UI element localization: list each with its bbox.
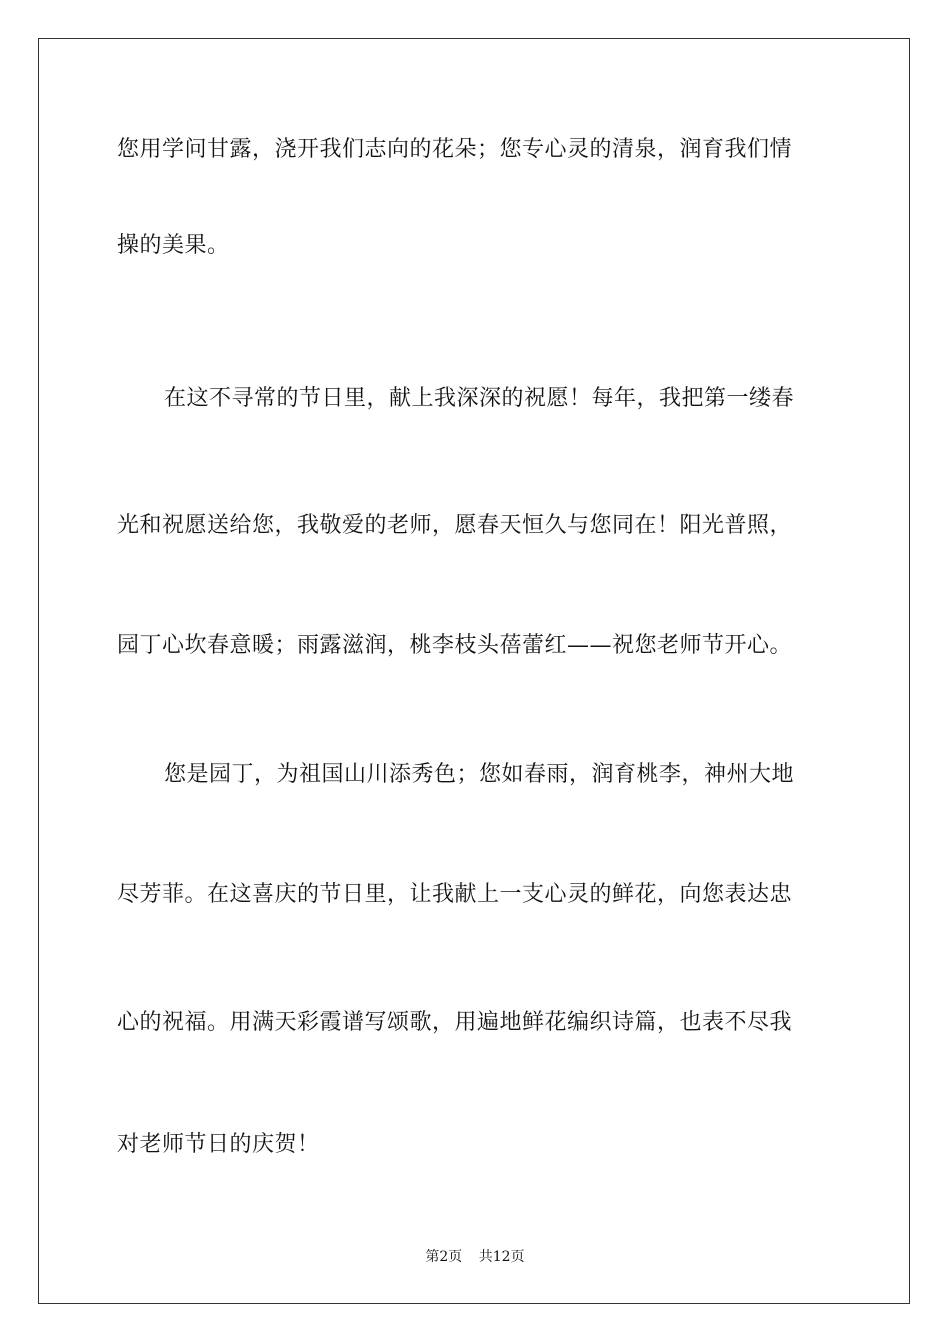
paragraph-line: 操的美果。 bbox=[117, 233, 230, 258]
paragraph-line: 尽芳菲。在这喜庆的节日里，让我献上一支心灵的鲜花，向您表达忠 bbox=[117, 882, 793, 907]
page-footer bbox=[0, 1248, 950, 1266]
page-border bbox=[38, 38, 910, 1304]
page-total: 共12页 bbox=[478, 1249, 525, 1265]
paragraph-line: 您是园丁，为祖国山川添秀色；您如春雨，润育桃李，神州大地 bbox=[164, 762, 795, 787]
paragraph-line: 您用学问甘露，浇开我们志向的花朵；您专心灵的清泉，润育我们情 bbox=[117, 137, 793, 162]
paragraph-line: 对老师节日的庆贺！ bbox=[117, 1132, 320, 1157]
paragraph-line: 在这不寻常的节日里，献上我深深的祝愿！每年，我把第一缕春 bbox=[164, 386, 795, 411]
page-number: 第2页 bbox=[425, 1249, 463, 1265]
paragraph-line: 园丁心坎春意暖；雨露滋润，桃李枝头蓓蕾红——祝您老师节开心。 bbox=[117, 633, 793, 658]
paragraph-line: 心的祝福。用满天彩霞谱写颂歌，用遍地鲜花编织诗篇，也表不尽我 bbox=[117, 1010, 793, 1035]
paragraph-line: 光和祝愿送给您，我敬爱的老师，愿春天恒久与您同在！阳光普照， bbox=[117, 513, 793, 538]
